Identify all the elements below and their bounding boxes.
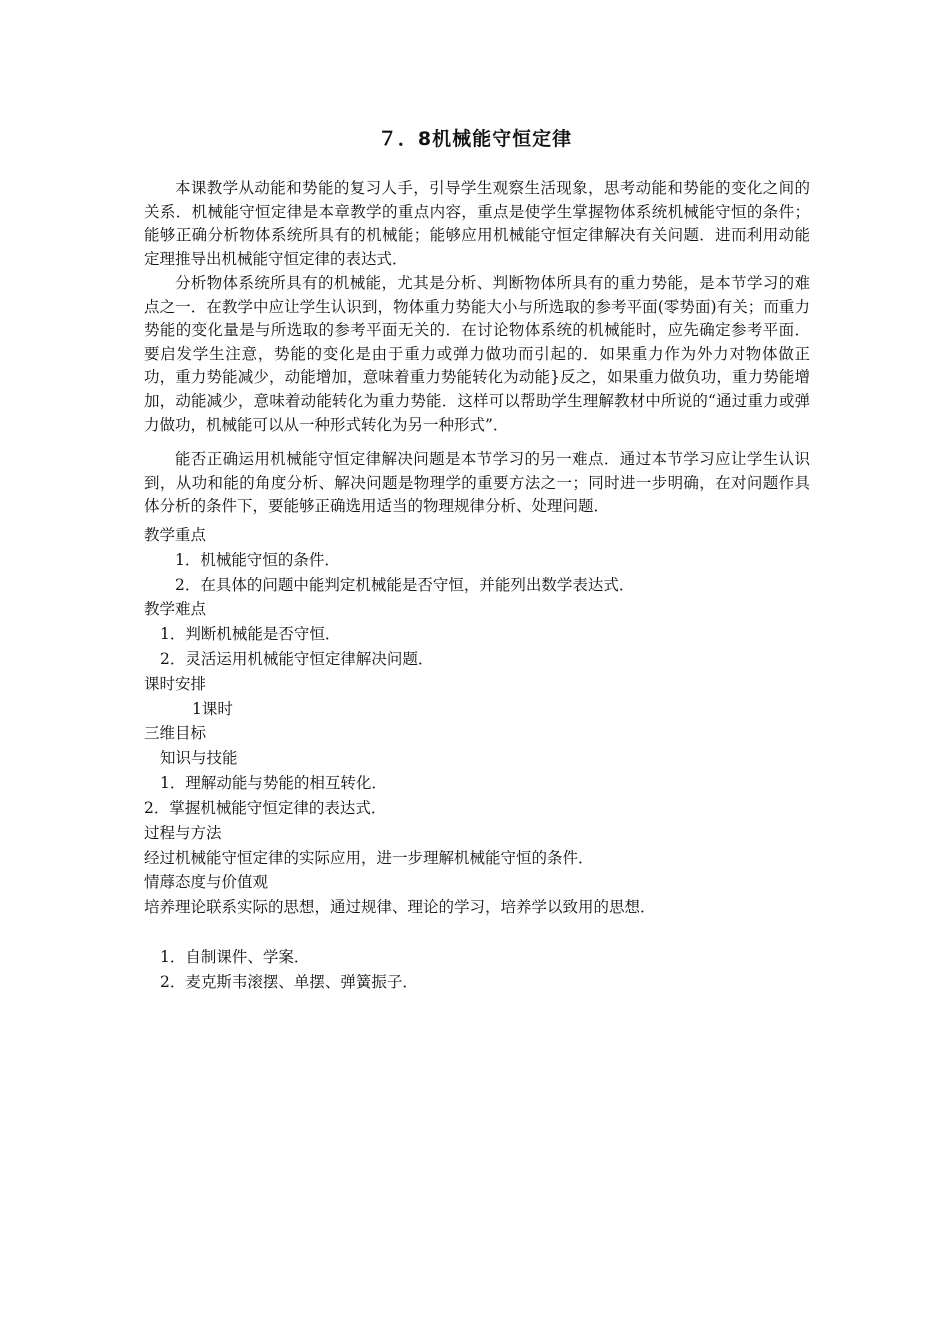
schedule-value: 1课时 — [192, 700, 233, 718]
difficulty-item-1: 1．判断机械能是否守恒． — [160, 625, 341, 643]
heading-schedule: 课时安排 — [144, 675, 207, 693]
subheading-attitude-values: 情蓐态度与价值观 — [144, 873, 269, 891]
heading-teaching-difficulty: 教学难点 — [144, 600, 207, 618]
subheading-process-method: 过程与方法 — [144, 824, 222, 842]
document-title: ７．8机械能守恒定律 — [377, 128, 573, 150]
subheading-knowledge-skills: 知识与技能 — [160, 749, 238, 767]
material-item-1: 1．自制课件、学案． — [160, 948, 310, 966]
paragraph-difficulty-two: 能否正确运用机械能守恒定律解决问题是本节学习的另一难点．通过本节学习应让学生认识到，从功和能的角度分析、解决问题是物理学的重要方法之一；同时进一步明确，在对问题作具体分析的条件下，要能够正确选用适当的物理规律分析、处理问题． — [144, 450, 810, 516]
paragraph-difficulty-one: 分析物体系统所具有的机械能，尤其是分析、判断物体所具有的重力势能，是本节学习的难点之一．在教学中应让学生认识到，物体重力势能大小与所选取的参考平面(零势面)有关；而重力势能的变化量是与所选取的参考平面无关的．在讨论物体系统的机械能时，应先确定参考平面．要启发学生注意，势能的变化是由于重力或弹力做功而引起的．如果重力作为外力对物体做正功，重力势能减少，动能增加，意味着重力势能转化为动能}反之，如果重力做负功，重力势能增加，动能减少，意味着动能转化为重力势能．这样可以帮助学生理解教材中所说的“通过重力或弹力做功，机械能可以从一种形式转化为另一种形式”． — [144, 274, 810, 434]
material-item-2: 2．麦克斯韦滚摆、单摆、弹簧振子． — [160, 973, 418, 991]
difficulty-item-2: 2．灵活运用机械能守恒定律解决问题． — [160, 650, 434, 668]
paragraph-intro: 本课教学从动能和势能的复习人手，引导学生观察生活现象，思考动能和势能的变化之间的关系．机械能守恒定律是本章教学的重点内容，重点是使学生掌握物体系统机械能守恒的条件；能够正确分析物体系统所具有的机械能；能够应用机械能守恒定律解决有关问题．进而利用动能定理推导出机械能守恒定律的表达式． — [144, 179, 810, 268]
knowledge-item-2: 2．掌握机械能守恒定律的表达式． — [144, 799, 387, 817]
attitude-values-text: 培养理论联系实际的思想，通过规律、理论的学习，培养学以致用的思想． — [144, 898, 656, 916]
focus-item-2: 2．在具体的问题中能判定机械能是否守恒，并能列出数学表达式． — [175, 576, 635, 594]
knowledge-item-1: 1．理解动能与势能的相互转化． — [160, 774, 387, 792]
heading-objectives: 三维目标 — [144, 724, 207, 742]
process-method-text: 经过机械能守恒定律的实际应用，进一步理解机械能守恒的条件． — [144, 849, 594, 867]
heading-teaching-focus: 教学重点 — [144, 526, 207, 544]
focus-item-1: 1．机械能守恒的条件． — [175, 551, 340, 569]
